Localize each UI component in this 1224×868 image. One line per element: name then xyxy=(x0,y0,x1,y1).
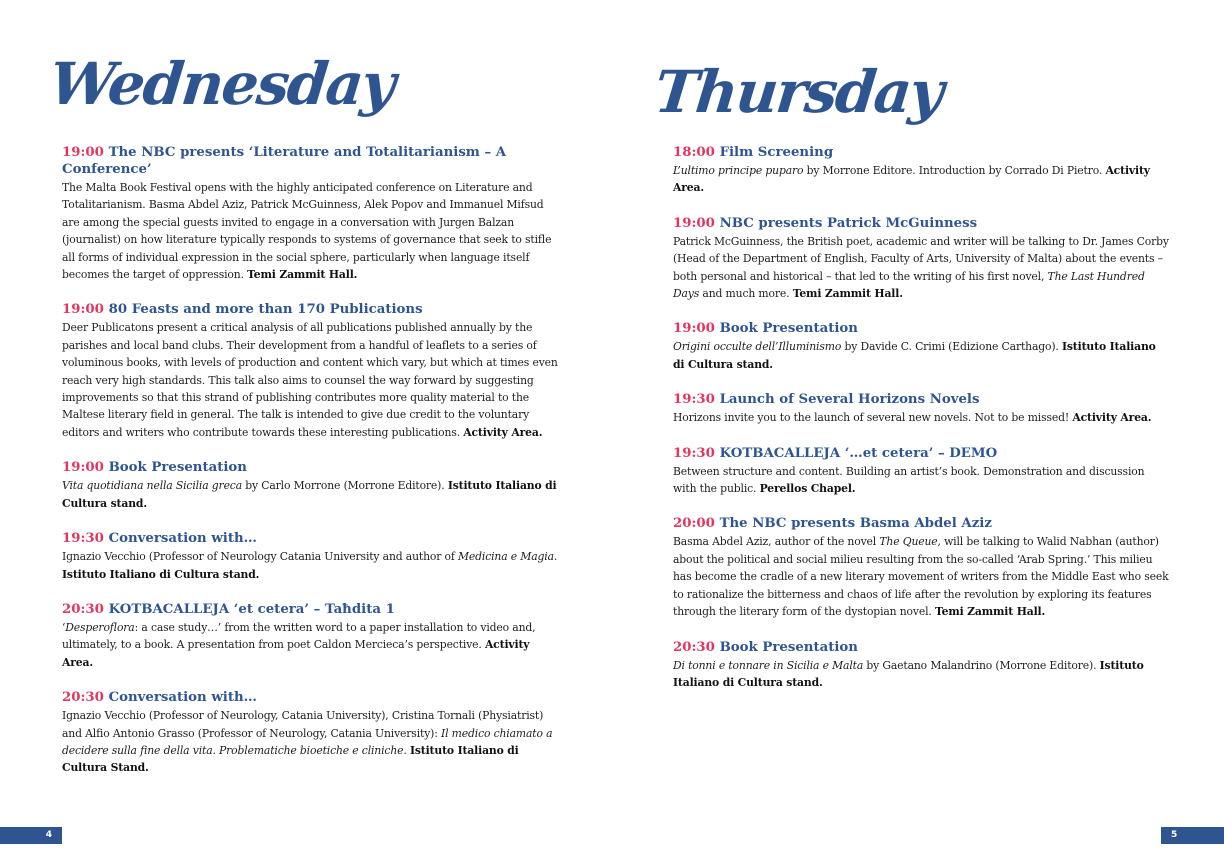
event-item xyxy=(673,144,1169,197)
description-text: by Gaetano Malandrino (Morrone Editore). xyxy=(863,658,1100,672)
event-title: The NBC presents Basma Abdel Aziz xyxy=(719,516,992,532)
event-title: 80 Feasts and more than 170 Publications xyxy=(108,302,423,318)
description-text: , will be talking to Walid Nabhan (author) about the political and social milieu resulting from the so-called ‘Arab Spring.’ This milieu has become the cradle of a new literary movement of writers from the Middle East who seek to rationalize the bitterness and chaos of life after the revolution by exploring its features through the literary form of the dystopian novel. xyxy=(673,535,1169,619)
event-heading xyxy=(673,445,1169,462)
event-heading xyxy=(673,391,1169,408)
event-description xyxy=(673,463,1169,498)
event-venue: Activity Area. xyxy=(673,164,1150,195)
day-heading-thursday: Thursday xyxy=(651,58,946,126)
description-text: Horizons invite you to the launch of several new novels. Not to be missed! xyxy=(673,411,1073,425)
event-venue: Activity Area. xyxy=(62,638,530,669)
event-description xyxy=(62,619,558,671)
event-heading xyxy=(62,144,558,178)
event-time: 20:30 xyxy=(62,601,104,617)
event-venue: Perellos Chapel. xyxy=(759,482,856,496)
event-title: KOTBACALLEJA ‘et cetera’ – Taħdita 1 xyxy=(108,601,395,617)
event-item xyxy=(673,215,1169,303)
description-text: Between structure and content. Building an artist’s book. Demonstration and discussion with the public. xyxy=(673,464,1145,496)
event-heading xyxy=(62,601,558,618)
event-description xyxy=(62,319,558,441)
event-description xyxy=(673,533,1169,620)
event-venue: Activity Area. xyxy=(1072,411,1152,425)
event-time: 19:00 xyxy=(673,321,715,337)
event-description xyxy=(673,657,1169,692)
work-title: Origini occulte dell’Illuminismo xyxy=(673,340,842,354)
description-text: Ignazio Vecchio (Professor of Neurology Catania University and author of xyxy=(62,550,459,564)
wednesday-events-column xyxy=(62,144,558,795)
event-title: Conversation with… xyxy=(108,690,257,706)
event-time: 19:30 xyxy=(673,392,715,408)
work-title: Vita quotidiana nella Sicilia greca xyxy=(62,479,242,493)
event-item xyxy=(673,639,1169,692)
event-item xyxy=(62,689,558,777)
work-title: The Last Hundred Days xyxy=(673,269,1145,301)
event-time: 19:00 xyxy=(673,215,715,231)
event-venue: Istituto Italiano di Cultura stand. xyxy=(673,340,1156,371)
event-venue: Istituto Italiano di Cultura stand. xyxy=(62,479,557,510)
work-title: Desperoflora xyxy=(65,620,135,634)
event-title: KOTBACALLEJA ‘…et cetera’ – DEMO xyxy=(719,445,998,461)
thursday-events-column xyxy=(673,144,1169,709)
description-text: Patrick McGuinness, the British poet, academic and writer will be talking to Dr. James Corby (Head of the Department of English, Faculty of Arts, University of Malta) about the events – both personal and historical – that led to the writing of his first novel, xyxy=(673,234,1169,283)
event-item xyxy=(62,459,558,512)
description-text: by Davide C. Crimi (Edizione Carthago). xyxy=(841,340,1062,354)
event-time: 19:00 xyxy=(62,302,104,318)
event-time: 20:00 xyxy=(673,516,715,532)
event-description xyxy=(673,233,1169,303)
description-text: . xyxy=(553,550,558,564)
work-title: Di tonni e tonnare in Sicilia e Malta xyxy=(673,658,864,672)
event-description xyxy=(62,707,558,777)
event-venue: Istituto Italiano di Cultura Stand. xyxy=(62,743,519,775)
work-title: The Queue xyxy=(879,535,938,549)
event-item xyxy=(62,601,558,671)
event-time: 19:30 xyxy=(673,445,715,461)
description-text: Ignazio Vecchio (Professor of Neurology, Catania University), Cristina Tornali (Physiatrist) and Alfio Antonio Grasso (Professor of Neurology, Catania University): xyxy=(62,709,544,740)
event-venue: Temi Zammit Hall. xyxy=(247,268,358,282)
description-text: : a case study…’ from the written word to a paper installation to video and, ultimately, to a book. A presentation from poet Caldon Mercieca’s perspective. xyxy=(62,620,536,652)
event-description xyxy=(673,409,1169,426)
description-text: Deer Publicatons present a critical analysis of all publications published annually by the parishes and local band clubs. Their development from a handful of leaflets to a series of voluminous books, with levels of production and content which vary, but which at times even reach very high standards. This talk also aims to counsel the way forward by suggesting improvements so that this strand of publishing contributes more quality material to the Maltese literary field in general. The talk is intended to give due credit to the voluntary editors and writers who contribute towards these interesting publications. xyxy=(62,321,558,439)
page-number-bar-right xyxy=(1161,827,1224,844)
event-item xyxy=(673,391,1169,426)
event-title: Conversation with… xyxy=(108,531,257,547)
event-description xyxy=(62,477,558,512)
event-time: 19:00 xyxy=(62,460,104,476)
event-venue: Temi Zammit Hall. xyxy=(934,605,1046,619)
event-description xyxy=(673,162,1169,197)
work-title: L’ultimo principe puparo xyxy=(673,164,804,177)
event-time: 20:30 xyxy=(673,639,715,655)
event-venue: Istituto Italiano di Cultura stand. xyxy=(62,567,260,581)
event-title: Film Screening xyxy=(719,145,834,160)
day-heading-wednesday: Wednesday xyxy=(46,50,398,118)
event-description xyxy=(62,179,558,283)
event-title: Book Presentation xyxy=(719,321,858,337)
event-item xyxy=(62,301,558,441)
description-text: The Malta Book Festival opens with the highly anticipated conference on Literature and Totalitarianism. Basma Abdel Aziz, Patrick McGuinness, Alek Popov and Immanuel Mifsud are among the special guests invited to engage in a conversation with Jurgen Balzan (journalist) on how literature typically responds to systems of governance that seek to stifle all forms of individual expression in the social sphere, particularly when language itself becomes the target of oppression. xyxy=(62,181,552,282)
event-time: 19:30 xyxy=(62,531,104,547)
event-description xyxy=(673,338,1169,373)
work-title: Il medico chiamato a decidere sulla fine della vita. Problematiche bioetiche e cliniche xyxy=(62,726,553,757)
event-heading xyxy=(673,320,1169,337)
event-item xyxy=(673,445,1169,498)
event-item xyxy=(62,144,558,283)
event-time: 19:00 xyxy=(62,145,104,160)
event-venue: Istituto Italiano di Cultura stand. xyxy=(673,658,1144,689)
event-venue: Temi Zammit Hall. xyxy=(792,287,903,301)
description-text: by Carlo Morrone (Morrone Editore). xyxy=(242,479,448,493)
description-text: and much more. xyxy=(699,287,793,301)
event-item xyxy=(673,515,1169,620)
event-heading xyxy=(62,301,558,318)
page-number: 4 xyxy=(45,830,52,840)
event-title: Launch of Several Horizons Novels xyxy=(719,392,980,408)
event-time: 18:00 xyxy=(673,145,715,160)
event-item xyxy=(62,530,558,583)
work-title: Medicina e Magia xyxy=(458,550,554,564)
event-heading xyxy=(673,515,1169,532)
event-time: 20:30 xyxy=(62,690,104,706)
description-text: Basma Abdel Aziz, author of the novel xyxy=(673,535,880,549)
page-number: 5 xyxy=(1171,830,1178,840)
event-heading xyxy=(62,689,558,706)
event-venue: Activity Area. xyxy=(463,425,543,439)
event-title: Book Presentation xyxy=(108,460,247,476)
event-item xyxy=(673,320,1169,373)
event-heading xyxy=(673,639,1169,656)
description-text: ‘ xyxy=(62,620,66,634)
event-heading xyxy=(673,144,1169,161)
event-description xyxy=(62,548,558,583)
event-heading xyxy=(62,530,558,547)
event-title: NBC presents Patrick McGuinness xyxy=(719,215,978,231)
event-heading xyxy=(62,459,558,476)
event-heading xyxy=(673,215,1169,232)
event-title: Book Presentation xyxy=(719,639,858,655)
description-text: . xyxy=(403,743,410,757)
event-title: The NBC presents ‘Literature and Totalitarianism – A Conference’ xyxy=(62,145,507,177)
page-number-bar-left xyxy=(0,827,62,844)
description-text: by Morrone Editore. Introduction by Corrado Di Pietro. xyxy=(803,164,1106,177)
